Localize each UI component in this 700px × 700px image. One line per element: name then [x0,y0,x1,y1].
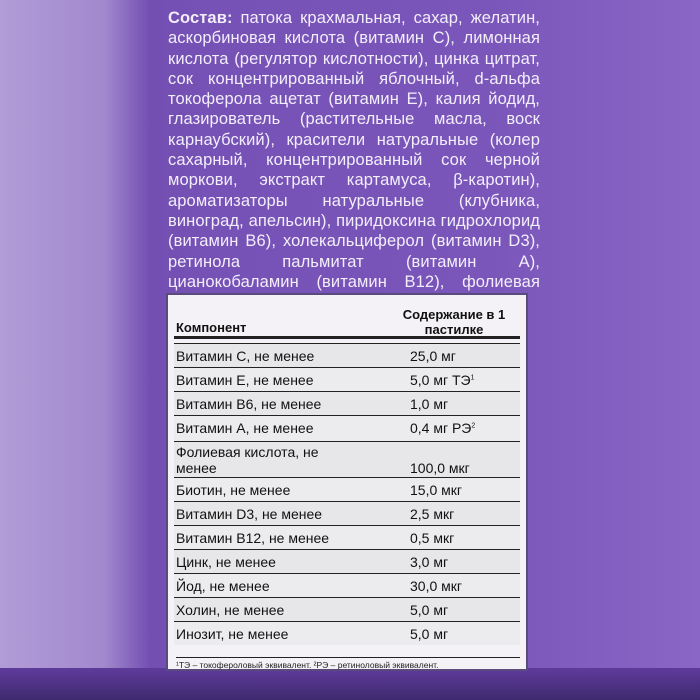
table-row [174,367,520,391]
row-content: 0,4 мг $РЭ^2$ [410,420,476,436]
row-component: Холин, не менее [176,602,285,618]
table-row [174,621,520,645]
row-content: 30,0 мкг [410,578,462,594]
header-content: Содержание в 1 пастилке [402,307,506,337]
table-row [174,477,520,501]
table-row [174,597,520,621]
table-footnote: ¹ТЭ – токофероловый эквивалент. ²РЭ – ретиноловый эквивалент. [176,657,520,670]
row-content: 5,0 мг [410,626,449,642]
table-row [174,391,520,415]
table-header [174,301,520,339]
row-content: 5,0 мг $ТЭ^1$ [410,372,475,388]
table-row [174,525,520,549]
header-component: Компонент [176,320,247,335]
composition-heading: Состав: [168,9,233,27]
table-row [174,441,520,477]
table-row [174,549,520,573]
table-row [174,415,520,441]
row-component: Витамин С, не менее [176,348,315,364]
row-component: Витамин D3, не менее [176,506,323,522]
row-content: 5,0 мг [410,602,449,618]
row-content: 3,0 мг [410,554,449,570]
footnote-marker: 2 [471,422,476,430]
row-content: 25,0 мг [410,348,456,364]
row-component: Витамин Е, не менее [176,372,314,388]
composition-text [168,8,540,312]
row-component: Инозит, не менее [176,626,289,642]
table-row [174,501,520,525]
row-component: Цинк, не менее [176,554,276,570]
row-content: 15,0 мкг [410,482,462,498]
row-component: Витамин В12, не менее [176,530,330,546]
footnote-marker: 1 [470,374,475,382]
row-content: 1,0 мг [410,396,449,412]
row-component: Йод, не менее [176,578,270,594]
row-component: Витамин А, не менее [176,420,314,436]
row-component: Биотин, не менее [176,482,291,498]
composition-body: патока крахмальная, сахар, желатин, аскорбиновая кислота (витамин С), лимонная кислота (регулятор кислотности), цинка цитрат, сок концентрированный яблочный, d-альфа токоферола ацетат (витамин Е), калия йодид, глазирователь (растительные масла, воск карнаубский), красители натуральные (колер сахарный, концентрированный сок черной моркови, экстракт картамуса, β-каротин), ароматизаторы натуральные (клубника, виноград, апельсин), пиридоксина гидрохлорид (витамин В6), холекальциферол (витамин D3), ретинола пальмитат (витамин А), цианокобаламин (витамин В12), фолиевая [168,9,540,291]
table-row [174,343,520,367]
nutrition-table [166,293,528,671]
row-component: Витамин В6, не менее [176,396,322,412]
row-content: 2,5 мкг [410,506,455,522]
bottom-edge [0,668,700,700]
left-light-edge [0,0,150,700]
table-row [174,573,520,597]
row-component: Фолиевая кислота, не менее [176,444,319,476]
row-content: 0,5 мкг [410,530,455,546]
row-content: 100,0 мкг [410,460,470,476]
